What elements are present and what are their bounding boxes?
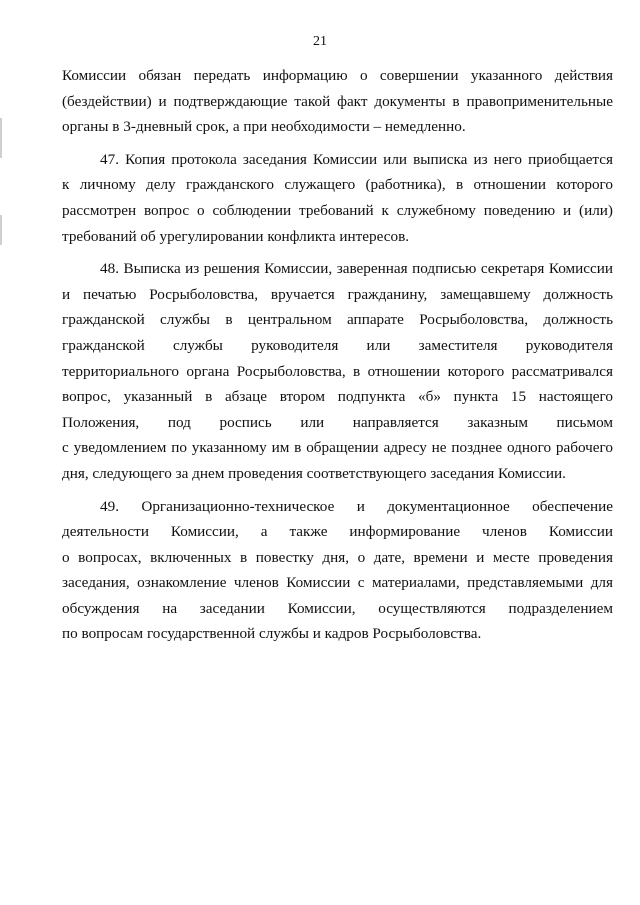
text-line: требований об урегулировании конфликта интересов.	[62, 227, 410, 245]
paragraph-item-47	[62, 147, 613, 249]
text-line: органы в 3-дневный срок, а при необходимости – немедленно.	[62, 118, 466, 136]
text-line: гражданской службы руководителя или заместителя руководителя	[62, 336, 613, 354]
text-line: с уведомлением по указанному им в обращении адресу не позднее одного рабочего	[62, 439, 613, 457]
text-line: заседания, ознакомление членов Комиссии с материалами, представляемыми для	[62, 574, 613, 592]
text-line: о вопросах, включенных в повестку дня, о дате, времени и месте проведения	[62, 548, 613, 566]
text-line: деятельности Комиссии, а также информирование членов Комиссии	[62, 523, 613, 541]
text-line: дня, следующего за днем проведения соответствующего заседания Комиссии.	[62, 464, 566, 482]
text-line: по вопросам государственной службы и кадров Росрыболовства.	[62, 625, 482, 643]
paragraph-item-49	[62, 494, 613, 648]
text-line: гражданской службы в центральном аппарате Росрыболовства, должность	[62, 311, 613, 329]
paragraph-gap	[62, 249, 613, 256]
page-number: 21	[313, 34, 327, 49]
text-line: территориального органа Росрыболовства, в отношении которого рассматривался	[62, 362, 613, 380]
text-line: вопрос, указанный в абзаце втором подпункта «б» пункта 15 настоящего	[62, 388, 613, 406]
text-line: рассмотрен вопрос о соблюдении требований к служебному поведению и (или)	[62, 201, 613, 219]
text-line: (бездействии) и подтверждающие такой факт документы в правоприменительные	[62, 92, 613, 110]
paragraph-gap	[62, 487, 613, 494]
text-line: Положения, под роспись или направляется заказным письмом	[62, 413, 613, 431]
scan-edge-mark	[0, 118, 2, 158]
paragraph-continuation	[62, 63, 613, 140]
text-line: 47. Копия протокола заседания Комиссии или выписка из него приобщается	[100, 150, 613, 168]
text-line: к личному делу гражданского служащего (работника), в отношении которого	[62, 176, 613, 194]
scan-edge-mark	[0, 215, 2, 245]
paragraph-gap	[62, 140, 613, 147]
document-body	[62, 63, 613, 647]
text-line: Комиссии обязан передать информацию о совершении указанного действия	[62, 67, 613, 84]
paragraph-item-48	[62, 256, 613, 486]
text-line: 48. Выписка из решения Комиссии, заверенная подписью секретаря Комиссии	[100, 260, 613, 278]
text-line: 49. Организационно-техническое и документационное обеспечение	[100, 497, 613, 515]
text-line: и печатью Росрыболовства, вручается гражданину, замещавшему должность	[62, 285, 613, 303]
text-line: обсуждения на заседании Комиссии, осуществляются подразделением	[62, 599, 613, 617]
